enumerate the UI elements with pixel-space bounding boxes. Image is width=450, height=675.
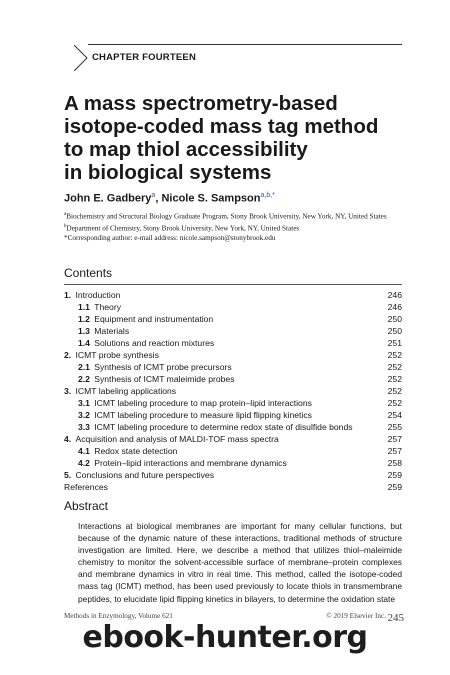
journal-volume: Methods in Enzymology, Volume 621 [64,612,173,620]
toc-entry-number: 1. [64,290,72,300]
author-separator: , [155,192,162,205]
toc-entry-title: ICMT probe synthesis [75,350,159,360]
toc-entry-title: ICMT labeling procedure to map protein–lipid interactions [94,398,312,408]
affiliation-text: Biochemistry and Structural Biology Graduate Program, Stony Brook University, New York, NY, United States [66,212,387,221]
table-of-contents [64,284,402,493]
toc-entry-page: 257 [387,446,402,456]
toc-entry[interactable] [64,361,402,373]
toc-entry[interactable] [64,325,402,337]
toc-entry-page: 250 [387,314,402,324]
toc-entry[interactable] [64,421,402,433]
affiliation-b [64,222,404,234]
toc-entry-page: 259 [387,470,402,480]
abstract-heading: Abstract [64,499,109,513]
toc-entry-page: 259 [387,482,402,492]
affiliation-marker[interactable]: a,b,* [260,192,275,199]
affiliation-a [64,210,404,222]
toc-entry-title: Equipment and instrumentation [94,314,214,324]
toc-entry-title: ICMT labeling procedure to determine redox state of disulfide bonds [94,422,353,432]
toc-entry-number: 1.1 [78,302,90,312]
toc-entry-number: 3.3 [78,422,90,432]
toc-entry[interactable] [64,481,402,493]
corresponding-author: *Corresponding author: e-mail address: nicole.sampson@stonybrook.edu [64,233,276,242]
toc-entry-title: Solutions and reaction mixtures [94,338,215,348]
toc-entry-page: 252 [387,398,402,408]
toc-entry-title: Conclusions and future perspectives [75,470,215,480]
watermark: ebook-hunter.org [82,620,368,655]
toc-entry-number: 1.2 [78,314,90,324]
toc-entry[interactable] [64,445,402,457]
contents-heading: Contents [64,266,113,280]
toc-entry-title: ICMT labeling applications [75,386,177,396]
toc-entry-title: Redox state detection [94,446,178,456]
toc-entry-number: 1.3 [78,326,90,336]
toc-entry[interactable] [64,457,402,469]
toc-entry[interactable] [64,301,402,313]
toc-entry-title: ICMT labeling procedure to measure lipid flipping kinetics [94,410,312,420]
chapter-rule [88,44,402,45]
toc-entry-page: 258 [387,458,402,468]
toc-entry-title: Materials [94,326,130,336]
toc-entry[interactable] [64,385,402,397]
toc-entry-number: 3.2 [78,410,90,420]
title-line-2: isotope-coded mass tag method [64,115,379,138]
chapter-chevron-icon [74,45,88,71]
toc-entry-number: 2.2 [78,374,90,384]
chapter-title [64,92,424,184]
toc-entry-title: Synthesis of ICMT maleimide probes [94,374,235,384]
toc-entry[interactable] [64,373,402,385]
toc-entry-number: 5. [64,470,72,480]
toc-entry-page: 251 [387,338,402,348]
affiliation-marker[interactable]: a [151,192,156,199]
toc-entry[interactable] [64,469,402,481]
author-name: Nicole S. Sampson [161,192,261,205]
toc-entry[interactable] [64,397,402,409]
toc-entry-title: References [64,482,108,492]
toc-entry-number: 2.1 [78,362,90,372]
toc-entry-page: 252 [387,374,402,384]
affiliation-text: Department of Chemistry, Stony Brook University, New York, NY, United States [66,224,300,233]
toc-entry-number: 1.4 [78,338,90,348]
toc-entry-title: Protein–lipid interactions and membrane dynamics [94,458,287,468]
toc-entry[interactable] [64,433,402,445]
page-number: 245 [387,612,404,624]
toc-entry-page: 257 [387,434,402,444]
toc-entry-number: 3.1 [78,398,90,408]
affiliations [64,210,404,244]
toc-entry-number: 2. [64,350,72,360]
toc-entry-number: 4.1 [78,446,90,456]
title-line-3: to map thiol accessibility [64,138,308,161]
abstract-body: Interactions at biological membranes are important for many cellular functions, but because of the dynamic nature of these interactions, traditional methods of structure investigation are limited. Here, we describe a method that utilizes thiol–maleimide chemistry to monitor the solvent-accessible surface of membrane–protein complexes and membrane dynamics in vitro in real time. This method, called the isotope-coded mass tag (ICMT) method, has been used previously to locate thiols in transmembrane peptides, to elucidate lipid flipping kinetics in bilayers, to determine the oxidation state [78,521,402,604]
toc-entry-page: 250 [387,326,402,336]
title-line-1: A mass spectrometry-based [64,92,338,115]
copyright: © 2019 Elsevier Inc. [326,612,386,620]
affiliation-mark: a [64,212,67,217]
affiliation-mark: b [64,223,67,229]
toc-entry-title: Synthesis of ICMT probe precursors [94,362,232,372]
toc-entry-title: Introduction [75,290,121,300]
author-list [64,192,275,205]
toc-entry-number: 4.2 [78,458,90,468]
toc-entry-page: 246 [387,302,402,312]
toc-entry[interactable] [64,409,402,421]
toc-entry-number: 4. [64,434,72,444]
toc-entry-page: 254 [387,410,402,420]
chapter-label: CHAPTER FOURTEEN [92,52,197,63]
toc-entry-page: 252 [387,362,402,372]
toc-entry[interactable] [64,313,402,325]
toc-entry[interactable] [64,337,402,349]
toc-entry[interactable] [64,349,402,361]
toc-entry-number: 3. [64,386,72,396]
toc-entry-title: Acquisition and analysis of MALDI-TOF mass spectra [75,434,279,444]
toc-entry-page: 252 [387,350,402,360]
toc-entry[interactable] [64,289,402,301]
author-name: John E. Gadbery [64,192,152,205]
toc-entry-page: 246 [387,290,402,300]
toc-entry-title: Theory [94,302,121,312]
toc-entry-page: 255 [387,422,402,432]
title-line-4: in biological systems [64,161,272,184]
toc-entry-page: 252 [387,386,402,396]
